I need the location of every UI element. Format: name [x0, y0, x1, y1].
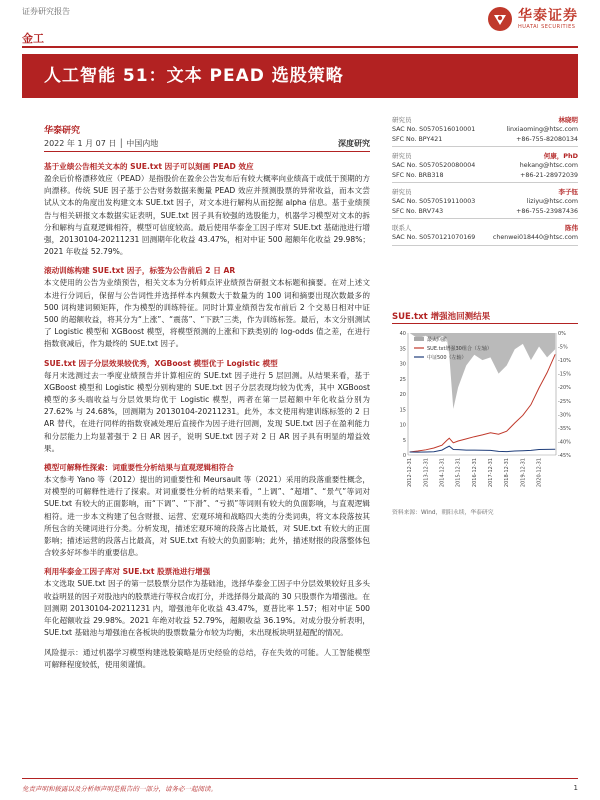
- section-heading: 利用华泰金工因子库对 SUE.txt 股票池进行增强: [44, 567, 211, 577]
- analyst-name: 李子钰: [558, 188, 578, 196]
- legend-label-benchmark: 中证500（左轴）: [427, 355, 467, 361]
- drawdown-area: [410, 333, 556, 409]
- analyst-email[interactable]: linxiaoming@htsc.com: [506, 126, 578, 133]
- legend-label-drawdown: 最大回撤: [427, 337, 448, 343]
- analyst-card: [392, 187, 578, 219]
- analyst-email[interactable]: hekang@htsc.com: [519, 162, 578, 169]
- y-tick-right: -15%: [558, 371, 571, 378]
- analyst-card: [392, 151, 578, 183]
- analyst-sfc: SFC No. BRV743: [392, 207, 444, 215]
- y-tick-right: -20%: [558, 385, 571, 392]
- section-body: 盈余后价格漂移效应（PEAD）是指股价在盈余公告发布后有较大概率向业绩高于或低于预期的方向漂移。传统 SUE 因子基于公告财务数据来衡量 PEAD 效应并预测股票的异常收益，而本文尝试从文本的角度出发构建文本 SUE.txt 因子，对文本进行解构从而挖掘 alpha 信息。基于业绩预告与相关研报文本数据实证表明，SUE.txt 因子具有较强的选股能力，机器学习模型对文本的拆分和解构与直观逻辑相符，模型可信度较高。最后使用华泰金工因子库对 SUE.txt 基础池进行增强，20130104-20211231 回测期年化收益 43.47%，相对中证 500 超额年化收益 29.98%；2021 年收益 52.79%。: [44, 174, 370, 257]
- analyst-email[interactable]: liziyu@htsc.com: [526, 198, 578, 205]
- legend-swatch-drawdown: [414, 337, 424, 341]
- analyst-name: 林晓明: [558, 116, 578, 124]
- analyst-divider: [392, 146, 578, 147]
- analyst-divider: [392, 245, 578, 246]
- backtest-chart: [392, 327, 578, 487]
- x-tick: 2019-12-31: [520, 458, 527, 488]
- top-label: 证券研究报告: [22, 7, 70, 16]
- y-tick-right: -10%: [558, 358, 571, 365]
- section-body: 每月末选测过去一季度业绩预告并计算相应的 SUE.txt 因子进行 5 层回测。从结果来看，基于 XGBoost 模型和 Logistic 模型分别构建的 SUE.txt 因子分层表现均较为优秀，其中 XGBoost 模型的多头端收益与分层效果均优于 Logistic 模型，两者在第一层超额中年化收益分别为 27.62% 与 24.68%，回测期为 20130104-20211231。此外，本文使用构建训练标签的 2 日 AR 替代，在进行同样的指数衰减处理后直接作为因子进行回测，发现 SUE.txt 因子在盈利能力和分层能力上均显著强于 2 日 AR 因子，说明 SUE.txt 因子对 2 日 AR 因子具有明显的增益效果。: [44, 370, 370, 453]
- chart-divider: [392, 323, 578, 324]
- section-body: 本文选取 SUE.txt 因子的第一层股票分层作为基础池，选择华泰金工因子中分层效果较好且多头收益明显的因子对股池内的股票进行等权合成打分，并选择得分最高的 30 只股票作为增强池。在回测期 20130104-20211231 内，增强池年化收益 43.47%，夏普比率 1.57；相对中证 500 年化超额收益 29.98%。2021 年绝对收益 52.79%，超额收益 36.19%。对成分股分析表明，SUE.txt 基础池与增强池在各板块的股票数量分布较为均衡，未出现板块明显超配的情况。: [44, 579, 370, 638]
- footer-divider: [22, 778, 578, 779]
- section-heading: 基于业绩公告相关文本的 SUE.txt 因子可以刻画 PEAD 效应: [44, 162, 254, 171]
- y-tick-left: 20: [399, 392, 406, 398]
- y-tick-left: 5: [402, 437, 406, 444]
- analyst-sac: SAC No. S0570516010001: [392, 126, 476, 133]
- section-5: [44, 566, 370, 639]
- x-tick: 2018-12-31: [504, 458, 511, 488]
- title-banner: [22, 54, 578, 98]
- y-tick-left: 40: [399, 331, 406, 337]
- chart-title: SUE.txt 增强池回测结果: [392, 312, 491, 322]
- analyst-role: 联系人: [392, 224, 412, 232]
- page-number: 1: [573, 784, 578, 792]
- section-body: 本文参考 Yano 等（2012）提出的词重要性和 Meursault 等（2021）采用的段落重要性概念，对模型的可解释性进行了探索。对词重要性分析的结果来看，“上调”、“超增”、“景气”等词对 SUE.txt 有较大的正面影响，而“下调”、“下滑”、“亏损”等词则有较大的负面影响，与直观逻辑相符。进一步本文构建了包含财报、运营、宏观环境和战略四大类的分类词典，将文本段落按其所包含的关键词进行分类。分析发现，描述宏观环境的段落占比最低，对 SUE.txt 有较大的正面影响；描述运营的段落占比最高，对 SUE.txt 有较大的负面影响；此外，描述财报的段落整体包含较多好坏参半的重要信息。: [44, 475, 370, 558]
- section-heading: 模型可解释性探索：词重要性分析结果与直观逻辑相符合: [44, 463, 234, 473]
- y-tick-right: -5%: [558, 344, 568, 351]
- footer-disclaimer: 免责声明和披露以及分析师声明是报告的一部分，请务必一起阅读。: [22, 785, 217, 793]
- report-type: 深度研究: [338, 139, 370, 148]
- section-heading: 滚动训练构建 SUE.txt 因子，标签为公告前后 2 日 AR: [44, 266, 236, 276]
- report-title: 人工智能 51：文本 PEAD 选股策略: [44, 66, 344, 86]
- analyst-sac: SAC No. S0570519110003: [392, 198, 476, 205]
- logo-icon: [487, 6, 513, 32]
- y-tick-right: -30%: [558, 412, 571, 419]
- x-tick: 2017-12-31: [487, 458, 494, 488]
- meta-divider: [44, 151, 370, 152]
- report-date-region: 2022 年 1 月 07 日 │ 中国内地: [44, 139, 159, 148]
- analyst-sac: SAC No. S0570121070169: [392, 234, 476, 241]
- analyst-name: 何康，PhD: [543, 152, 578, 160]
- section-body: 本文使用的公告为业绩预告，相关文本为分析师点评业绩预告研报文本标题和摘要。在对上述文本进行分词后，保留与公告词性并选择样本内频数大于数量为的 100 词和摘要出现次数最多的 500 词构建词频矩阵，作为模型的训练特征。同时计算业绩预告发布前后 2 个交易日相对中证 500 的超额收益，将其分为“上涨”、“震荡”、“下跌”三类，作为训练标签。最后，本文分别测试了 Logistic 模型和 XGBoost 模型，将模型预测的上涨和下跌类别的 log-odds 值之差，在进行指数衰减后，作为最终的 SUE.txt 因子。: [44, 278, 370, 349]
- y-tick-left: 10: [399, 422, 406, 429]
- x-tick: 2016-12-31: [471, 458, 478, 488]
- chart-svg: [392, 327, 578, 505]
- analyst-phone: +86-21-28972039: [520, 171, 578, 179]
- chart-source: 资料来源：Wind，朝阳永续，华泰研究: [392, 510, 494, 516]
- section-3: [44, 358, 370, 455]
- analyst-phone: +86-755-82080134: [516, 135, 578, 143]
- portfolio-line: [410, 354, 556, 452]
- analyst-divider: [392, 218, 578, 219]
- analyst-email[interactable]: chenwei018440@htsc.com: [492, 234, 578, 241]
- x-tick: 2020-12-31: [536, 458, 543, 488]
- analyst-panel: [392, 115, 578, 250]
- section-4: [44, 462, 370, 559]
- x-tick: 2014-12-31: [439, 458, 446, 488]
- analyst-divider: [392, 182, 578, 183]
- risk-warning: [44, 647, 370, 671]
- y-tick-right: -45%: [558, 453, 571, 459]
- benchmark-line: [410, 446, 556, 452]
- y-tick-left: 15: [399, 407, 406, 414]
- analyst-phone: +86-755-23987436: [516, 207, 578, 215]
- legend-label-portfolio: SUE.txt增强30组合（左轴）: [427, 346, 492, 352]
- logo-cn-text: 华泰证券: [518, 8, 578, 24]
- header-divider: [22, 46, 578, 48]
- y-tick-left: 35: [399, 346, 406, 353]
- y-tick-right: 0%: [558, 331, 566, 337]
- analyst-role: 研究员: [392, 152, 412, 160]
- x-tick: 2015-12-31: [455, 458, 462, 488]
- y-tick-right: -40%: [558, 439, 571, 446]
- main-content: [44, 161, 370, 678]
- analyst-card: [392, 223, 578, 246]
- y-tick-left: 25: [399, 376, 406, 383]
- analyst-sfc: SFC No. BRB318: [392, 171, 444, 179]
- section-heading: SUE.txt 因子分层效果较优秀，XGBoost 模型优于 Logistic 模型: [44, 358, 278, 368]
- y-tick-left: 0: [402, 453, 406, 459]
- x-tick: 2012-12-31: [407, 458, 414, 488]
- analyst-name: 陈伟: [565, 224, 578, 232]
- section-1: [44, 161, 370, 258]
- risk-warning-text: 风险提示：通过机器学习模型构建选股策略是历史经验的总结，存在失效的可能。人工智能模型可解释程度较低，使用须谨慎。: [44, 647, 370, 669]
- y-tick-right: -35%: [558, 425, 571, 432]
- analyst-card: [392, 115, 578, 147]
- company-logo: [487, 6, 578, 32]
- section-label: 金工: [22, 32, 44, 45]
- analyst-role: 研究员: [392, 188, 412, 196]
- analyst-sac: SAC No. S0570520080004: [392, 162, 476, 169]
- report-meta: [44, 138, 370, 149]
- org-name: 华泰研究: [44, 126, 81, 136]
- y-tick-left: 30: [399, 361, 406, 368]
- analyst-sfc: SFC No. BPY421: [392, 135, 443, 143]
- analyst-role: 研究员: [392, 116, 412, 124]
- y-tick-right: -25%: [558, 398, 571, 405]
- x-tick: 2013-12-31: [423, 458, 430, 488]
- logo-en-text: HUATAI SECURITIES: [518, 24, 576, 30]
- section-2: [44, 265, 370, 350]
